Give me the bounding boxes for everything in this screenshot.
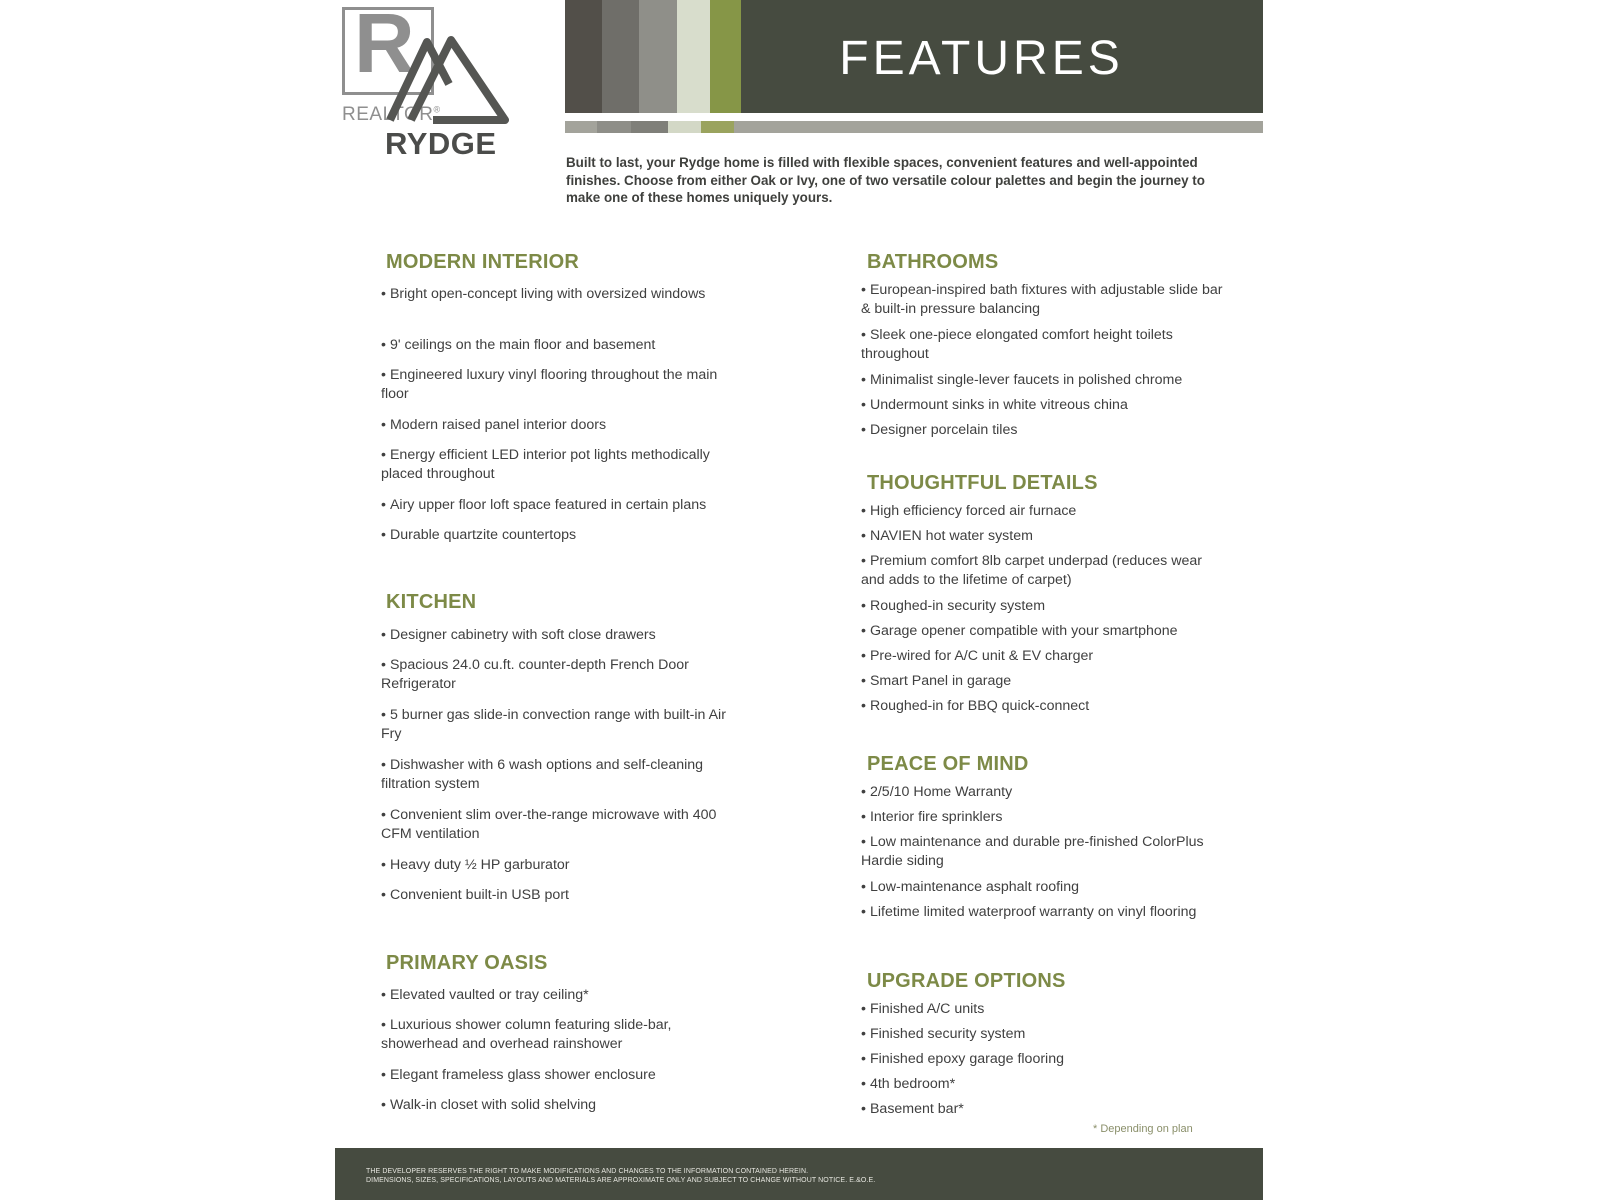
bullet-icon: • <box>861 1076 866 1092</box>
feature-text: Sleek one-piece elongated comfort height toilets throughout <box>861 327 1173 362</box>
feature-list-item <box>381 336 741 355</box>
feature-list-item <box>381 496 741 515</box>
bullet-icon: • <box>381 987 386 1003</box>
feature-text: Dishwasher with 6 wash options and self-cleaning filtration system <box>381 757 704 792</box>
feature-text: Minimalist single-lever faucets in polished chrome <box>869 372 1183 388</box>
feature-text: Low-maintenance asphalt roofing <box>869 879 1079 895</box>
feature-text: Low maintenance and durable pre-finished ColorPlus Hardie siding <box>861 834 1204 869</box>
bullet-icon: • <box>381 1067 386 1083</box>
bullet-icon: • <box>861 834 866 850</box>
bullet-icon: • <box>861 1101 866 1117</box>
feature-list-item <box>861 527 1226 546</box>
realtor-r-mark: R <box>354 0 415 90</box>
feature-list-item <box>381 656 741 694</box>
rydge-wordmark: RYDGE <box>385 126 497 161</box>
feature-list-item <box>861 1100 1226 1119</box>
feature-text: Modern raised panel interior doors <box>389 417 607 433</box>
feature-text: Designer porcelain tiles <box>869 422 1018 438</box>
feature-text: Durable quartzite countertops <box>389 527 577 543</box>
bullet-icon: • <box>861 623 866 639</box>
feature-text: Basement bar* <box>869 1101 964 1117</box>
feature-list-item <box>861 833 1226 871</box>
feature-list-item <box>861 903 1226 922</box>
bullet-icon: • <box>381 707 386 723</box>
bullet-icon: • <box>861 879 866 895</box>
feature-text: Finished A/C units <box>869 1001 985 1017</box>
band-segment <box>631 121 668 133</box>
band-segment <box>701 121 734 133</box>
realtor-wordmark: REALTOR® <box>342 104 441 125</box>
feature-text: Premium comfort 8lb carpet underpad (reduces wear and adds to the lifetime of carpet) <box>861 553 1202 588</box>
bullet-icon: • <box>861 673 866 689</box>
feature-text: High efficiency forced air furnace <box>869 503 1077 519</box>
feature-text: Luxurious shower column featuring slide-bar, showerhead and overhead rainshower <box>381 1017 672 1052</box>
feature-text: Convenient built-in USB port <box>389 887 569 903</box>
feature-text: Airy upper floor loft space featured in certain plans <box>389 497 707 513</box>
section-title-bathrooms: BATHROOMS <box>867 251 999 273</box>
feature-list-item <box>861 672 1226 691</box>
feature-list-item <box>861 783 1226 802</box>
feature-list-item <box>381 886 741 905</box>
bullet-icon: • <box>381 527 386 543</box>
feature-list-item <box>381 706 741 744</box>
feature-list-item <box>861 1025 1226 1044</box>
bullet-icon: • <box>381 497 386 513</box>
feature-list-item <box>381 446 741 484</box>
bullet-icon: • <box>381 367 386 383</box>
bullet-icon: • <box>861 809 866 825</box>
band-segment <box>597 121 631 133</box>
feature-list-item <box>861 552 1226 590</box>
bullet-icon: • <box>861 372 866 388</box>
bullet-icon: • <box>861 598 866 614</box>
banner-stripe <box>565 0 602 113</box>
feature-text: Energy efficient LED interior pot lights methodically placed throughout <box>381 447 710 482</box>
bullet-icon: • <box>381 627 386 643</box>
feature-list-item <box>861 1050 1226 1069</box>
rydge-mountain-icon <box>385 20 510 126</box>
feature-text: Spacious 24.0 cu.ft. counter-depth French Door Refrigerator <box>381 657 689 692</box>
feature-list-item <box>861 697 1226 716</box>
feature-list-item <box>381 416 741 435</box>
bullet-icon: • <box>381 417 386 433</box>
footer-disclaimer <box>366 1167 1246 1185</box>
feature-list-item <box>861 371 1226 390</box>
feature-text: European-inspired bath fixtures with adjustable slide bar & built-in pressure balancing <box>861 282 1223 317</box>
feature-list-item <box>861 647 1226 666</box>
feature-text: NAVIEN hot water system <box>869 528 1033 544</box>
feature-list-item <box>861 396 1226 415</box>
feature-text: 5 burner gas slide-in convection range with built-in Air Fry <box>381 707 726 742</box>
bullet-icon: • <box>861 327 866 343</box>
feature-text: Garage opener compatible with your smartphone <box>869 623 1178 639</box>
bullet-icon: • <box>381 286 386 302</box>
section-title-upgrade-options: UPGRADE OPTIONS <box>867 970 1066 992</box>
bullet-icon: • <box>381 1017 386 1033</box>
bullet-icon: • <box>861 1051 866 1067</box>
feature-list-item <box>861 326 1226 364</box>
bullet-icon: • <box>381 1097 386 1113</box>
bullet-icon: • <box>381 657 386 673</box>
feature-list-item <box>381 806 741 844</box>
feature-text: Elevated vaulted or tray ceiling* <box>389 987 589 1003</box>
bullet-icon: • <box>381 857 386 873</box>
feature-text: Convenient slim over-the-range microwave with 400 CFM ventilation <box>381 807 717 842</box>
feature-text: Interior fire sprinklers <box>869 809 1003 825</box>
bullet-icon: • <box>381 887 386 903</box>
feature-list-item <box>381 526 741 545</box>
feature-text: Heavy duty ½ HP garburator <box>389 857 570 873</box>
feature-list-item <box>381 285 741 304</box>
feature-text: Designer cabinetry with soft close drawers <box>389 627 656 643</box>
bullet-icon: • <box>381 757 386 773</box>
feature-list-item <box>861 1075 1226 1094</box>
feature-text: Roughed-in for BBQ quick-connect <box>869 698 1090 714</box>
page-title: FEATURES <box>839 32 1124 85</box>
feature-text: Elegant frameless glass shower enclosure <box>389 1067 656 1083</box>
bullet-icon: • <box>861 528 866 544</box>
feature-list-item <box>861 421 1226 440</box>
feature-list-item <box>381 1016 741 1054</box>
bullet-icon: • <box>381 337 386 353</box>
feature-list-item <box>861 622 1226 641</box>
banner-stripe <box>602 0 639 113</box>
feature-text: Walk-in closet with solid shelving <box>389 1097 597 1113</box>
bullet-icon: • <box>861 553 866 569</box>
feature-text: Roughed-in security system <box>869 598 1046 614</box>
feature-text: Finished epoxy garage flooring <box>869 1051 1064 1067</box>
feature-text: 2/5/10 Home Warranty <box>869 784 1013 800</box>
feature-text: Lifetime limited waterproof warranty on vinyl flooring <box>869 904 1197 920</box>
bullet-icon: • <box>381 807 386 823</box>
section-title-modern-interior: MODERN INTERIOR <box>386 251 579 273</box>
bullet-icon: • <box>861 648 866 664</box>
feature-text: 9' ceilings on the main floor and basement <box>389 337 656 353</box>
depending-on-plan-note: * Depending on plan <box>1093 1123 1193 1135</box>
feature-list-item <box>861 597 1226 616</box>
feature-list-item <box>381 986 741 1005</box>
feature-text: Undermount sinks in white vitreous china <box>869 397 1128 413</box>
feature-list-item <box>381 856 741 875</box>
intro-paragraph: Built to last, your Rydge home is filled with flexible spaces, convenient features and well-appointed finishes. Choose from either Oak or Ivy, one of two versatile colour palettes and begin the journey to make one of these homes uniquely yours. <box>566 155 1205 205</box>
feature-text: Finished security system <box>869 1026 1026 1042</box>
feature-list-item <box>861 502 1226 521</box>
feature-text: Engineered luxury vinyl flooring throughout the main floor <box>381 367 718 402</box>
section-title-thoughtful-details: THOUGHTFUL DETAILS <box>867 472 1098 494</box>
feature-list-item <box>381 1066 741 1085</box>
bullet-icon: • <box>861 904 866 920</box>
bullet-icon: • <box>861 1001 866 1017</box>
feature-list-item <box>381 1096 741 1115</box>
feature-text: Bright open-concept living with oversized windows <box>389 286 706 302</box>
feature-text: Pre-wired for A/C unit & EV charger <box>869 648 1094 664</box>
feature-list-item <box>861 281 1226 319</box>
bullet-icon: • <box>861 282 866 298</box>
feature-text: Smart Panel in garage <box>869 673 1012 689</box>
disclaimer-line: THE DEVELOPER RESERVES THE RIGHT TO MAKE MODIFICATIONS AND CHANGES TO THE INFORMATION CONTAINED HEREIN. <box>366 1168 809 1175</box>
disclaimer-line: DIMENSIONS, SIZES, SPECIFICATIONS, LAYOUTS AND MATERIALS ARE APPROXIMATE ONLY AND SUBJECT TO CHANGE WITHOUT NOTICE. E.&O.E. <box>366 1177 876 1184</box>
bullet-icon: • <box>381 447 386 463</box>
feature-list-item <box>861 878 1226 897</box>
feature-list-item <box>861 1000 1226 1019</box>
feature-text: 4th bedroom* <box>869 1076 956 1092</box>
section-title-primary-oasis: PRIMARY OASIS <box>386 952 548 974</box>
bullet-icon: • <box>861 784 866 800</box>
bullet-icon: • <box>861 503 866 519</box>
feature-list-item <box>381 626 741 645</box>
banner-stripe <box>639 0 677 113</box>
band-segment <box>668 121 701 133</box>
feature-list-item <box>861 808 1226 827</box>
bullet-icon: • <box>861 698 866 714</box>
section-title-peace-of-mind: PEACE OF MIND <box>867 753 1029 775</box>
feature-list-item <box>381 366 741 404</box>
section-title-kitchen: KITCHEN <box>386 591 477 613</box>
bullet-icon: • <box>861 1026 866 1042</box>
feature-list-item <box>381 756 741 794</box>
bullet-icon: • <box>861 397 866 413</box>
bullet-icon: • <box>861 422 866 438</box>
